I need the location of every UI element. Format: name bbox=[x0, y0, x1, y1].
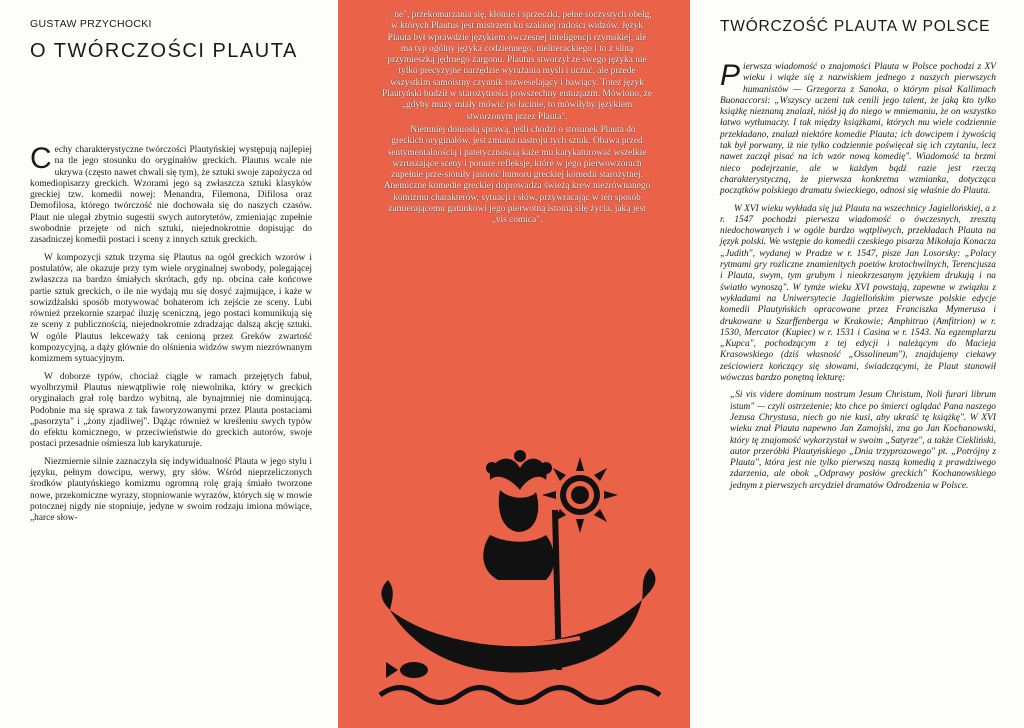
ship-illustration bbox=[370, 440, 670, 725]
middle-text bbox=[382, 10, 652, 229]
right-paragraph-2: W XVI wieku wykłada się już Plauta na wszechnicy Jagiellońskiej, a z r. 1547 pochodzi pierwsza wiadomość o ówczesnych, zresztą niedochowanych i w ogóle bardzo wątpliwych, przekładach Plauta na język polski. We wstępie do komedii czeskiego pisarza Mikołaja Konacza „Judith", wydanej w Pradze w r. 1547, pisze Jan Losorsky: „Polacy rytmami gry rozliczne znamienitych poetów krotochwilnych, Terencjusza i Plauta, swym, tym grubym i nieokrzesanym językiem drukują i na światło wynoszą". W tymże wieku XVI powstają, zapewne w związku z wykładami na Uniwersytecie Jagiellońskim pierwsze polskie edycje komedii Plautyńskich opracowane przez Franciszka Mymerusa i drukowane u Szarffenberga w Krakowie; Amphitruo (Amfitrion) w r. 1530, Mercator (Kupiec) w r. 1531 i Casina w r. 1543. Na egzemplarzu „Kupca", pochodzącym z tej edycji i należącym do Macieja Krasowskiego (dziś własność „Ossolineum"), znajdujemy ciekawy ześciowierz kończący się słowami, świadczącymi, że Plaut stanowił wówczas bardzo ponętną lekturę: bbox=[720, 203, 996, 384]
latin-quote: „Si vis videre dominum nostrum Jesum Christum, Noli furari librum istum" — czyli ostrzeżenie; kto chce po śmierci oglądać Pana naszego Jezusa Chrystusa, niech go nie kusi, aby ukraść tę książkę". W XVI wieku znał Plauta napewno Jan Zamojski, zna go Jan Kochanowski, który tę znajomość wykorzystał w swoim „Satyrze", a także Ciekliński, autor przeróbki Plautyńskiego „Dnia trzyprozowego" pt. „Potrójny z Plauta", która jest nie tylko pierwszą naszą komedią z prawdziwego zdarzenia, ale obok „Odprawy posłów greckich" Kochanowskiego jednym z pierwszych arcydzieł dramatów Odrodzenia w Polsce. bbox=[730, 390, 996, 491]
paragraph-3: W doborze typów, chociaż ciągle w ramach przejętych fabuł, wyolbrzymił Plautus niewątpliwie rolę niewolnika, który w greckich oryginałach grał rolę bardzo wybitną, ale bynajmniej nie dominującą. Podobnie ma się sprawa z tak faworyzowanymi przez Plauta postaciami „pasorzyta" i „żony zjadliwej". Dążąc również w kreśleniu swych typów do efektu komicznego, w przeciwieństwie do greckich autorów, swoje postaci przesadnie ośmiesza lub karykaturuje. bbox=[30, 371, 312, 450]
waves bbox=[380, 688, 660, 703]
dropcap-p: P bbox=[720, 59, 741, 92]
figure bbox=[483, 450, 562, 670]
section-title: TWÓRCZOŚĆ PLAUTA W POLSCE bbox=[720, 18, 991, 35]
ship-hull bbox=[381, 568, 655, 673]
left-page bbox=[0, 0, 338, 728]
paragraph-4: Niezmiernie silnie zaznaczyła się indywidualność Plauta w jego stylu i języku, pełnym dowcipu, werwy, gry słów. Wśród nieprzeliczonych środków plautyńskiego komizmu ogromną rolę grają śmiało tworzone nowe, przekomiczne wyrazy, stopniowanie wyrazów, których się w mowie potocznej nigdy nie stopniuje, jedyne w swoim rodzaju imiona mówiące, „harce słow- bbox=[30, 456, 312, 524]
article-title: O TWÓRCZOŚCI PLAUTA bbox=[30, 40, 298, 62]
right-page bbox=[690, 0, 1024, 728]
author-name: GUSTAW PRZYCHOCKI bbox=[30, 18, 152, 30]
paragraph-2: W kompozycji sztuk trzyma się Plautus na ogół greckich wzorów i postulatów, ale okazuje przy tym wiele oryginalnej swobody, polegającej zwłaszcza na bardzo śmiałych skrótach, gdy np. obcina całe końcowe partie sztuk greckich, o ile nie wydają mu się dosyć zajmujące, i każe w sowizdżalski sposób motywować bohaterom ich zejście ze sceny. Lubi również przekornie szarpać iluzję sceniczną, jego postaci komunikują się ze sceny z publicznością, niejednokrotnie zdradzając dalszą akcję sztuki. W ogóle Plautus lekceważy tak cenioną przez Greków zwartość kompozycyjną, a dąży głównie do olśnienia widzów swym niezrównanym komizmem sytuacyjnym. bbox=[30, 252, 312, 365]
right-paragraph-1: Pierwsza wiadomość o znajomości Plauta w Polsce pochodzi z XV wieku i wiąże się z nazwiskiem jednego z naszych pierwszych humanistów — Grzegorza z Sanoka, o którym pisał Kallimach Buonaccorsi: „Wszyscy uczeni tak cenili jego talent, że jaką kto tylko książkę nieznaną znalazł, niósł ją do niego w mniemaniu, że on wszystko łatwo wytłumaczy. I tak między książkami, których mu wiele codziennie przekładano, znalazł niektóre komedie Plauta; ich dowcipem i żywością tak był porwany, iż nie tylko codziennie poświęcał się ich czytaniu, lecz nawet zaczął pisać na ich wzór nową komedię". Wiadomość ta brzmi nieco podejrzanie, ale w każdym bądź razie jest rzeczą charakterystyczną, że pierwsza konkretna wzmianka, dotycząca początków polskiego dramatu świeckiego, odnosi się właśnie do Plauta. bbox=[720, 59, 996, 197]
paragraph-1: Cechy charakterystyczne twórczości Plautyńskiej występują najlepiej na tle jego stosunku do oryginałów greckich. Plautus wcale nie ukrywa (często nawet chwali się tym), że sztuki swoje zapożycza od komediopisarzy greckich. Wzorami jego są zwłaszcza sztuki klasyków greckiej tzw. komedii nowej: Menandra, Filemona, Difilosa oraz Demofilosa, którego twórczość nie dochowała się do naszych czasów. Plaut nie ulegał zbytnio sugestii swych autorytetów, zmieniając zupełnie swobodnie przejęte od nich sztuki, niejednokrotnie dopisując do zasadniczej komedii postaci i sceny z innych sztuk greckich. bbox=[30, 142, 312, 246]
dropcap: C bbox=[30, 142, 52, 175]
middle-paragraph-2: Niemniej doniosłą sprawą, jeśli chodzi o stosunek Plauta do greckich oryginałów, jest zmiana nastroju tych sztuk. Obawa przed sentymentalnością i patetycznością każe mu karykaturować wszelkie wzruszające sceny i ponure refleksje, które w jego pierwowzorach zupełnie prze-sioniły jasność humoru greckiej komedii starożytnej. Anemiczne komedie greckiej doprowadza świeżą krew niezrównanego komizmu charakterów, sytuacji i słów, przywracając w ten sposób zamierającemu gatunkowi jego pierwotną istotną siłę życia, jaką jest „vis comica". bbox=[383, 124, 651, 226]
middle-paragraph-1: ne", przekomarzania się, kłótnie i sprzeczki, pełne soczystych obelg, w których Plautus jest mistrzem ku szalonej radości widzów. Język Plauta był wprawdzie językiem ówczesnej inteligencji rzymskiej, ale ma typ ogólny języka codziennego, nieliterackiego i to z silną przymieszką jędrnego żargonu. Plautus stworzył ze swego języka nie tylko precyzyjne narzędzie wyrażania myśli i uczuć, ale przede wszystkim samoistny czynnik rozweselający i bawiący. Toteż język Plautyński budził w starożytności powszechny entuzjazm. Mówiono, że „gdyby muzy miały mówić po łacinie, to mówiłyby językiem stworzonym przez Plauta". bbox=[382, 10, 652, 122]
fish-icon bbox=[386, 662, 428, 678]
